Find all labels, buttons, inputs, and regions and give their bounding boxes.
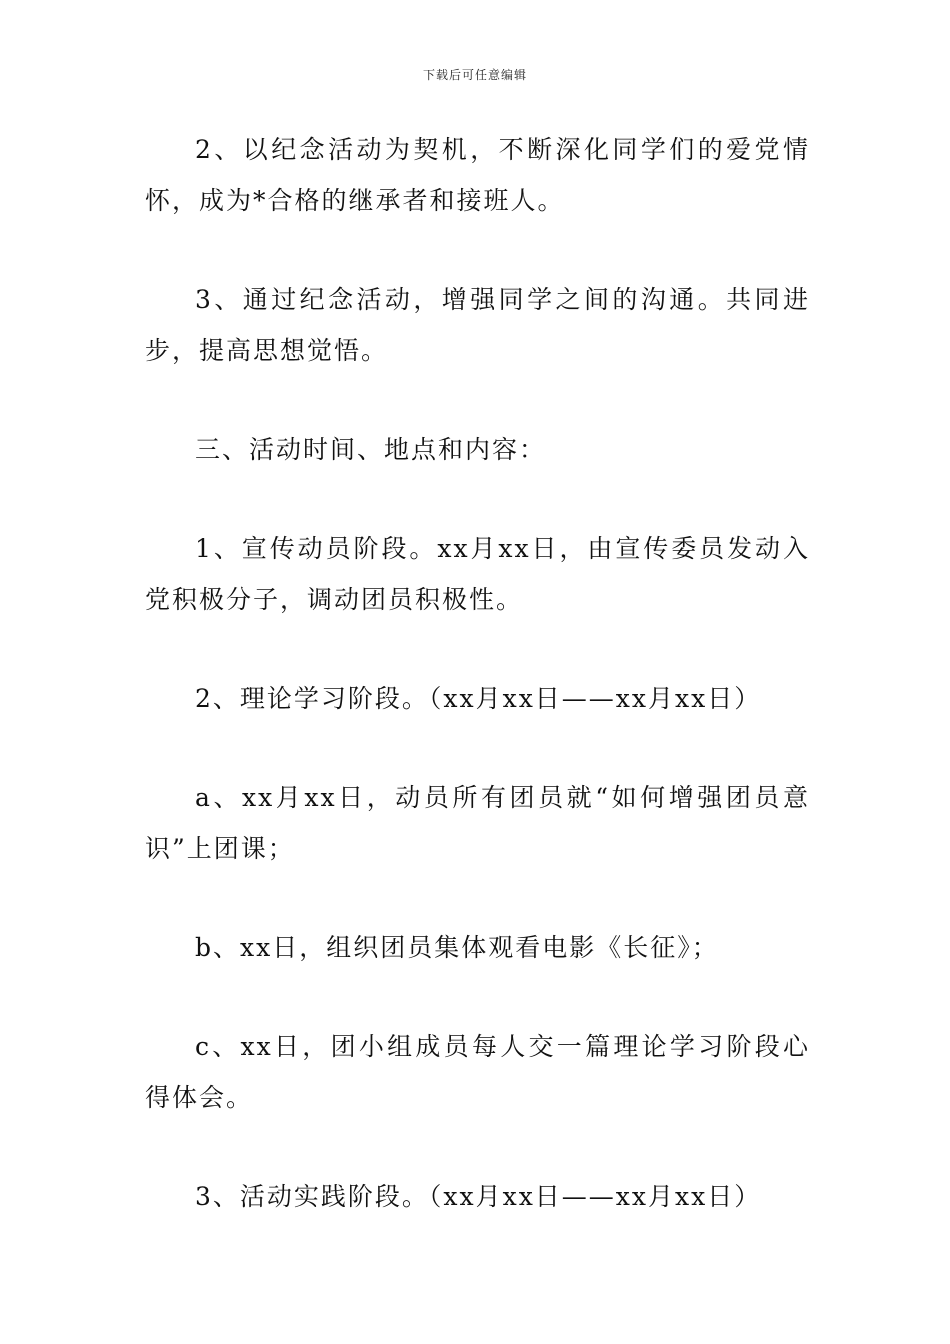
paragraph-goal-3: 3、通过纪念活动，增强同学之间的沟通。共同进步，提高思想觉悟。 bbox=[145, 285, 810, 365]
paragraph-item-b: b、xx日，组织团员集体观看电影《长征》； bbox=[195, 933, 719, 962]
paragraph-stage-2: 2、理论学习阶段。（xx月xx日——xx月xx日） bbox=[195, 684, 762, 713]
page-header: 下载后可任意编辑 bbox=[422, 68, 527, 82]
paragraph-stage-1: 1、宣传动员阶段。xx月xx日，由宣传委员发动入党积极分子，调动团员积极性。 bbox=[145, 534, 810, 614]
paragraph-item-a: a、xx月xx日，动员所有团员就“如何增强团员意识”上团课； bbox=[145, 783, 810, 863]
paragraph-stage-3: 3、活动实践阶段。（xx月xx日——xx月xx日） bbox=[195, 1182, 762, 1211]
paragraph-item-c: c、xx日，团小组成员每人交一篇理论学习阶段心得体会。 bbox=[145, 1032, 810, 1112]
document-body bbox=[145, 124, 810, 1222]
paragraph-goal-2: 2、以纪念活动为契机，不断深化同学们的爱党情怀，成为*合格的继承者和接班人。 bbox=[145, 135, 810, 215]
section-heading-time-place-content: 三、活动时间、地点和内容： bbox=[195, 435, 547, 464]
